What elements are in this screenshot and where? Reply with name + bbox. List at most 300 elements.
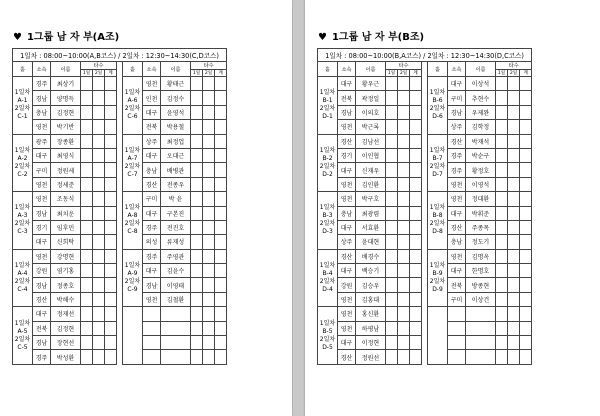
score-day1-cell	[81, 292, 93, 306]
score-day2-cell	[508, 220, 520, 234]
score-total-cell	[215, 105, 227, 119]
score-day1-cell	[191, 235, 203, 249]
score-total-cell	[105, 235, 117, 249]
score-day1-cell	[386, 321, 398, 335]
score-day2-cell	[93, 264, 105, 278]
empty-region-cell	[448, 321, 466, 335]
player-name: 장현선	[51, 336, 81, 350]
score-day1-cell	[81, 321, 93, 335]
player-region: 대구	[33, 307, 51, 321]
score-day2-cell	[398, 264, 410, 278]
score-total-cell	[410, 120, 422, 134]
player-name: 최영식	[51, 148, 81, 162]
player-name: 염기홍	[51, 264, 81, 278]
table-row	[318, 278, 532, 292]
score-day1-cell	[191, 91, 203, 105]
player-region: 의성	[143, 235, 161, 249]
score-total-cell	[105, 192, 117, 206]
score-day1-cell	[496, 249, 508, 263]
player-name: 정재선	[51, 307, 81, 321]
score-total-cell	[410, 91, 422, 105]
empty-total-cell	[215, 336, 227, 350]
player-region: 영천	[338, 120, 356, 134]
empty-day2-cell	[203, 350, 215, 364]
table-row	[318, 336, 532, 350]
player-name: 배경수	[356, 249, 386, 263]
score-day2-cell	[93, 249, 105, 263]
player-region: 강원	[33, 264, 51, 278]
score-day2-cell	[93, 220, 105, 234]
table-row	[13, 91, 227, 105]
score-day2-cell	[398, 321, 410, 335]
score-total-cell	[215, 235, 227, 249]
score-day1-cell	[496, 120, 508, 134]
table-row	[318, 307, 532, 321]
player-name: 이상석	[466, 77, 496, 91]
player-name: 방종현	[466, 278, 496, 292]
score-total-cell	[410, 134, 422, 148]
score-day1-cell	[386, 336, 398, 350]
player-name: 김승우	[356, 278, 386, 292]
player-region: 경남	[33, 91, 51, 105]
empty-day1-cell	[496, 336, 508, 350]
score-total-cell	[215, 134, 227, 148]
player-region: 대구	[448, 77, 466, 91]
score-total-cell	[105, 134, 117, 148]
empty-region-cell	[143, 336, 161, 350]
score-day2-cell	[398, 307, 410, 321]
score-day2-cell	[398, 91, 410, 105]
score-day2-cell	[398, 134, 410, 148]
player-name: 배병관	[161, 163, 191, 177]
score-day1-cell	[496, 264, 508, 278]
score-day1-cell	[81, 163, 93, 177]
table-row	[13, 148, 227, 162]
score-day1-cell	[81, 264, 93, 278]
player-region: 영천	[448, 192, 466, 206]
player-region: 영천	[143, 77, 161, 91]
score-total-cell	[520, 249, 532, 263]
score-total-cell	[215, 163, 227, 177]
player-name: 장종환	[51, 134, 81, 148]
player-name: 김명옥	[466, 249, 496, 263]
score-day2-cell	[508, 163, 520, 177]
group-code: 1일차 B-8 2일차 D-8	[428, 192, 448, 250]
score-day2-cell	[93, 321, 105, 335]
header-score: 타수	[386, 62, 422, 70]
table-row	[318, 220, 532, 234]
score-day2-cell	[398, 278, 410, 292]
score-total-cell	[520, 264, 532, 278]
player-region: 경기	[33, 220, 51, 234]
player-region: 대구	[143, 148, 161, 162]
empty-region-cell	[143, 350, 161, 364]
score-day1-cell	[191, 105, 203, 119]
player-region: 경주	[33, 350, 51, 364]
score-day1-cell	[386, 278, 398, 292]
score-total-cell	[520, 163, 532, 177]
header-region: 소속	[338, 62, 356, 77]
player-region: 광주	[33, 134, 51, 148]
player-region: 영천	[33, 249, 51, 263]
score-day2-cell	[93, 120, 105, 134]
player-name: 하평남	[356, 321, 386, 335]
group-code: 1일차 A-2 2일차 C-2	[13, 134, 33, 192]
table-row	[318, 77, 532, 91]
player-region: 경주	[33, 77, 51, 91]
score-day1-cell	[386, 264, 398, 278]
score-day1-cell	[191, 192, 203, 206]
empty-total-cell	[520, 350, 532, 364]
score-day1-cell	[496, 220, 508, 234]
score-total-cell	[410, 148, 422, 162]
score-total-cell	[105, 177, 117, 191]
table-row	[318, 163, 532, 177]
score-day2-cell	[398, 148, 410, 162]
group-code: 1일차 A-1 2일차 C-1	[13, 77, 33, 135]
table-row	[13, 206, 227, 220]
score-total-cell	[410, 105, 422, 119]
score-day2-cell	[203, 120, 215, 134]
score-day1-cell	[386, 177, 398, 191]
score-day1-cell	[386, 249, 398, 263]
group-code: 1일차 A-9 2일차 C-9	[123, 249, 143, 307]
score-day1-cell	[496, 292, 508, 306]
score-total-cell	[410, 249, 422, 263]
player-region: 전북	[338, 91, 356, 105]
group-code: 1일차 A-5 2일차 C-5	[13, 307, 33, 365]
score-day1-cell	[496, 278, 508, 292]
player-name: 이영석	[466, 177, 496, 191]
player-region: 대구	[143, 206, 161, 220]
group-code: 1일차 B-2 2일차 D-2	[318, 134, 338, 192]
score-total-cell	[520, 148, 532, 162]
header-region: 소속	[33, 62, 51, 77]
player-name: 주영관	[161, 249, 191, 263]
score-day2-cell	[93, 192, 105, 206]
score-total-cell	[520, 177, 532, 191]
column-gap	[422, 148, 428, 162]
empty-name-cell	[466, 336, 496, 350]
player-region: 대구	[33, 235, 51, 249]
score-day1-cell	[191, 249, 203, 263]
column-gap	[117, 220, 123, 234]
empty-day2-cell	[508, 307, 520, 321]
empty-region-cell	[143, 307, 161, 321]
score-day1-cell	[81, 91, 93, 105]
score-total-cell	[215, 192, 227, 206]
document-page-right	[305, 0, 600, 416]
player-region: 경주	[143, 249, 161, 263]
score-day2-cell	[93, 105, 105, 119]
player-region: 대구	[448, 264, 466, 278]
player-region: 영천	[338, 192, 356, 206]
player-name: 조동식	[51, 192, 81, 206]
player-region: 대구	[448, 206, 466, 220]
column-gap	[422, 206, 428, 220]
score-day1-cell	[191, 134, 203, 148]
score-day2-cell	[508, 148, 520, 162]
table-row	[318, 91, 532, 105]
score-total-cell	[105, 292, 117, 306]
score-day1-cell	[386, 350, 398, 364]
empty-day1-cell	[496, 350, 508, 364]
player-region: 대구	[338, 163, 356, 177]
table-row	[318, 206, 532, 220]
score-total-cell	[410, 163, 422, 177]
score-day1-cell	[496, 77, 508, 91]
score-day2-cell	[398, 163, 410, 177]
player-region: 상주	[448, 120, 466, 134]
score-day1-cell	[386, 91, 398, 105]
player-region: 대구	[33, 148, 51, 162]
score-day1-cell	[191, 77, 203, 91]
header-total: 계	[410, 70, 422, 77]
score-day2-cell	[203, 134, 215, 148]
column-gap	[117, 278, 123, 292]
column-gap	[422, 292, 428, 306]
header-total: 계	[105, 70, 117, 77]
player-name: 전종우	[161, 177, 191, 191]
header-group: 홀	[13, 62, 33, 77]
group-code: 1일차 B-4 2일차 D-4	[318, 249, 338, 307]
score-day2-cell	[93, 177, 105, 191]
page-title: ♥ 1그룹 남 자 부(B조)	[318, 32, 425, 43]
column-gap	[422, 336, 428, 350]
score-total-cell	[105, 350, 117, 364]
empty-name-cell	[161, 307, 191, 321]
table-row	[318, 105, 532, 119]
table-row	[13, 220, 227, 234]
group-code: 1일차 A-8 2일차 C-8	[123, 192, 143, 250]
score-total-cell	[520, 134, 532, 148]
score-day2-cell	[203, 264, 215, 278]
score-day1-cell	[496, 91, 508, 105]
score-day1-cell	[191, 292, 203, 306]
score-day2-cell	[398, 77, 410, 91]
table-row	[13, 192, 227, 206]
score-day1-cell	[496, 134, 508, 148]
player-region: 대구	[338, 77, 356, 91]
player-name: 박기반	[51, 120, 81, 134]
score-day1-cell	[81, 148, 93, 162]
score-day1-cell	[191, 264, 203, 278]
empty-total-cell	[520, 307, 532, 321]
score-day2-cell	[203, 249, 215, 263]
score-day2-cell	[508, 177, 520, 191]
header-day2: 2일	[398, 70, 410, 77]
player-name: 임후민	[51, 220, 81, 234]
player-name: 우제완	[466, 105, 496, 119]
player-region: 충남	[143, 163, 161, 177]
player-region: 경주	[448, 148, 466, 162]
column-gap	[422, 177, 428, 191]
player-region: 대구	[338, 336, 356, 350]
column-gap	[117, 148, 123, 162]
score-day2-cell	[203, 77, 215, 91]
table-row	[13, 235, 227, 249]
empty-day2-cell	[508, 350, 520, 364]
player-region: 경남	[338, 105, 356, 119]
score-day2-cell	[398, 235, 410, 249]
player-name: 박휘준	[466, 206, 496, 220]
player-region: 대구	[338, 264, 356, 278]
header-region: 소속	[143, 62, 161, 77]
player-name: 서효환	[356, 220, 386, 234]
score-day1-cell	[386, 148, 398, 162]
player-region: 영천	[338, 292, 356, 306]
group-code: 1일차 B-1 2일차 D-1	[318, 77, 338, 135]
score-day1-cell	[191, 120, 203, 134]
table-row	[318, 192, 532, 206]
column-gap	[117, 120, 123, 134]
player-region: 경산	[338, 350, 356, 364]
empty-name-cell	[466, 307, 496, 321]
score-day2-cell	[203, 105, 215, 119]
score-day2-cell	[93, 336, 105, 350]
score-day2-cell	[508, 292, 520, 306]
score-day2-cell	[203, 292, 215, 306]
score-total-cell	[215, 206, 227, 220]
score-total-cell	[105, 249, 117, 263]
score-day2-cell	[93, 292, 105, 306]
column-gap	[117, 177, 123, 191]
header-group: 홀	[318, 62, 338, 77]
table-row	[318, 134, 532, 148]
player-region: 전북	[33, 321, 51, 335]
player-name: 정원세	[51, 163, 81, 177]
group-code: 1일차 B-9 2일차 D-9	[428, 249, 448, 307]
heart-icon: ♥	[318, 32, 327, 43]
score-day2-cell	[398, 206, 410, 220]
score-total-cell	[215, 292, 227, 306]
player-name: 박순구	[466, 148, 496, 162]
player-region: 영천	[338, 177, 356, 191]
score-day1-cell	[496, 148, 508, 162]
empty-day1-cell	[496, 321, 508, 335]
player-name: 양명득	[51, 91, 81, 105]
score-total-cell	[410, 264, 422, 278]
score-total-cell	[105, 105, 117, 119]
group-code: 1일차 B-6 2일차 D-6	[428, 77, 448, 135]
score-total-cell	[520, 235, 532, 249]
score-day2-cell	[508, 105, 520, 119]
empty-day1-cell	[191, 350, 203, 364]
score-day2-cell	[203, 235, 215, 249]
score-day2-cell	[508, 192, 520, 206]
heart-icon: ♥	[13, 32, 22, 43]
score-day2-cell	[93, 148, 105, 162]
column-gap	[117, 163, 123, 177]
score-day1-cell	[496, 105, 508, 119]
score-day1-cell	[386, 192, 398, 206]
player-name: 이영태	[161, 278, 191, 292]
score-total-cell	[215, 91, 227, 105]
player-name: 이정현	[356, 336, 386, 350]
player-region: 상주	[143, 134, 161, 148]
empty-total-cell	[215, 321, 227, 335]
player-region: 대구	[143, 264, 161, 278]
score-day2-cell	[508, 264, 520, 278]
column-gap	[422, 120, 428, 134]
score-total-cell	[410, 220, 422, 234]
empty-group-cell	[123, 307, 143, 365]
player-name: 주종목	[466, 220, 496, 234]
player-name: 김학정	[466, 120, 496, 134]
group-code: 1일차 B-3 2일차 D-3	[318, 192, 338, 250]
player-region: 경산	[448, 134, 466, 148]
table-row	[13, 307, 227, 321]
score-day1-cell	[191, 206, 203, 220]
score-day1-cell	[81, 120, 93, 134]
score-total-cell	[520, 77, 532, 91]
score-total-cell	[520, 91, 532, 105]
score-day1-cell	[81, 77, 93, 91]
score-total-cell	[105, 307, 117, 321]
empty-day2-cell	[203, 307, 215, 321]
player-region: 구미	[448, 292, 466, 306]
group-code: 1일차 B-5 2일차 D-5	[318, 307, 338, 365]
table-row	[13, 278, 227, 292]
player-name: 정종호	[51, 278, 81, 292]
score-day2-cell	[398, 220, 410, 234]
score-day1-cell	[386, 220, 398, 234]
score-day1-cell	[191, 278, 203, 292]
player-region: 충남	[448, 235, 466, 249]
score-day2-cell	[398, 350, 410, 364]
score-day2-cell	[398, 336, 410, 350]
score-total-cell	[215, 148, 227, 162]
player-region: 경산	[338, 249, 356, 263]
score-total-cell	[410, 307, 422, 321]
score-day2-cell	[398, 192, 410, 206]
score-total-cell	[410, 235, 422, 249]
player-region: 충남	[338, 206, 356, 220]
header-score: 타수	[496, 62, 532, 70]
table-row	[13, 336, 227, 350]
score-day1-cell	[191, 177, 203, 191]
score-day1-cell	[386, 105, 398, 119]
player-name: 구본진	[161, 206, 191, 220]
empty-total-cell	[520, 336, 532, 350]
table-row	[13, 292, 227, 306]
player-name: 오대근	[161, 148, 191, 162]
score-total-cell	[520, 120, 532, 134]
score-total-cell	[105, 206, 117, 220]
player-region: 경산	[33, 292, 51, 306]
table-row	[318, 148, 532, 162]
score-day1-cell	[81, 235, 93, 249]
player-name: 김인환	[356, 177, 386, 191]
group-code: 1일차 B-7 2일차 D-7	[428, 134, 448, 192]
player-name: 이인협	[356, 148, 386, 162]
score-day2-cell	[93, 91, 105, 105]
score-day2-cell	[508, 206, 520, 220]
header-day1: 1일	[496, 70, 508, 77]
player-name: 정대환	[466, 192, 496, 206]
score-total-cell	[520, 206, 532, 220]
player-name: 황태근	[161, 77, 191, 91]
column-gap	[422, 278, 428, 292]
score-day1-cell	[386, 235, 398, 249]
player-name: 김남선	[356, 134, 386, 148]
empty-region-cell	[448, 350, 466, 364]
player-name: 홍신환	[356, 307, 386, 321]
player-region: 영천	[33, 192, 51, 206]
player-name: 황우근	[356, 77, 386, 91]
score-day1-cell	[81, 278, 93, 292]
empty-day1-cell	[191, 307, 203, 321]
